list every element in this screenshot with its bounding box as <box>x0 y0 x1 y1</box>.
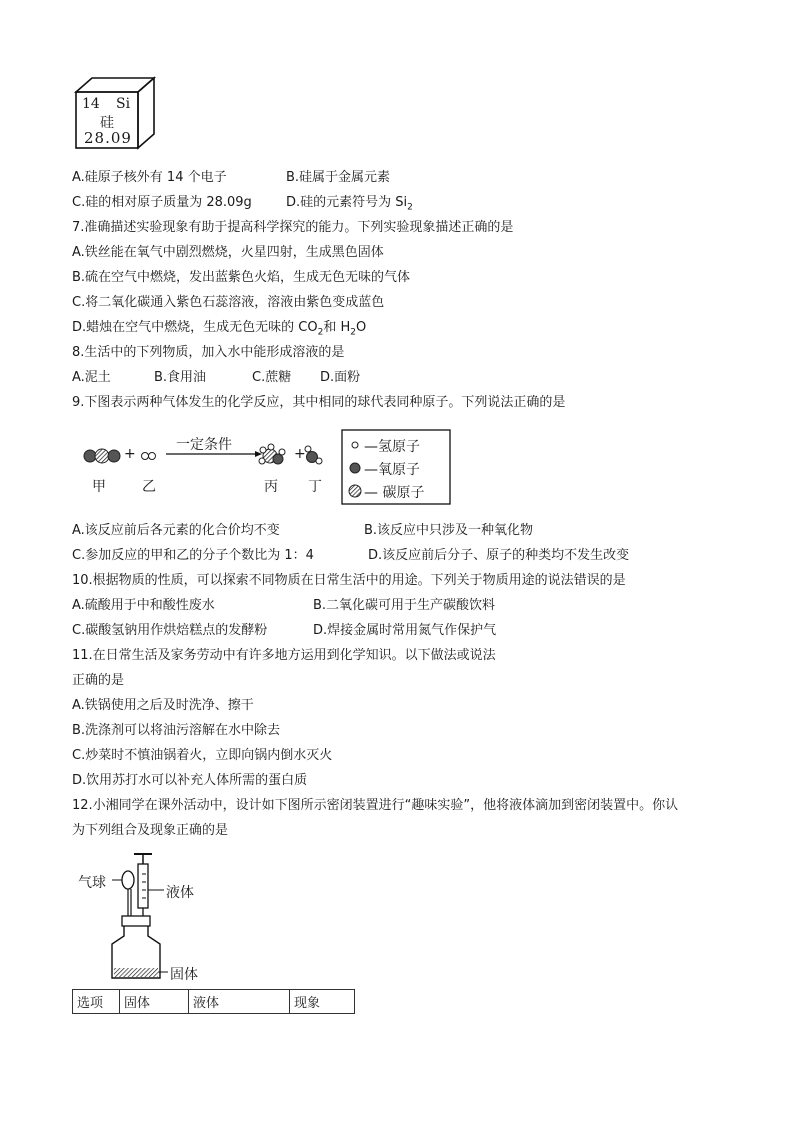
q9-stem: 9.下图表示两种气体发生的化学反应，其中相同的球代表同种原子。下列说法正确的是 <box>72 395 566 410</box>
q6-option-a: A.硅原子核外有 14 个电子 <box>72 170 227 185</box>
element-name: 硅 <box>100 115 114 131</box>
q7-option-a: A.铁丝能在氧气中剧烈燃烧，火星四射，生成黑色固体 <box>72 245 384 260</box>
table-header-row <box>73 990 355 1014</box>
q9-option-a: A.该反应前后各元素的化合价均不变 <box>72 523 280 538</box>
q8-option-a: A.泥土 <box>72 370 111 385</box>
table-header-cell: 现象 <box>290 990 355 1014</box>
legend-oxygen: —氧原子 <box>364 462 420 478</box>
atomic-mass: 28.09 <box>84 129 132 147</box>
q7-stem: 7.准确描述实验现象有助于提高科学探究的能力。下列实验现象描述正确的是 <box>72 220 514 235</box>
molecule-jia-co2 <box>84 449 120 463</box>
q7-option-c: C.将二氧化碳通入紫色石蕊溶液，溶液由紫色变成蓝色 <box>72 295 385 310</box>
molecule-yi-h2 <box>142 453 156 460</box>
q10-option-a: A.硫酸用于中和酸性废水 <box>72 598 215 613</box>
q6-option-b: B.硅属于金属元素 <box>286 170 391 185</box>
q12-options-table <box>72 989 355 1014</box>
q9-option-d: D.该反应前后分子、原子的种类均不发生改变 <box>368 548 630 563</box>
molecule-bing-ch3oh <box>259 444 285 464</box>
q7-option-b: B.硫在空气中燃烧，发出蓝紫色火焰，生成无色无味的气体 <box>72 270 411 285</box>
legend-carbon: — 碳原子 <box>364 485 425 501</box>
plus-sign-2: + <box>294 446 306 462</box>
q11-option-c: C.炒菜时不慎油锅着火，立即向锅内倒水灭火 <box>72 748 333 763</box>
q6-option-c: C.硅的相对原子质量为 28.09g <box>72 195 252 210</box>
q10-option-b: B.二氧化碳可用于生产碳酸饮料 <box>313 598 496 613</box>
apparatus-diagram <box>72 850 222 986</box>
plus-sign-1: + <box>124 446 136 462</box>
q8-option-b: B.食用油 <box>154 370 207 385</box>
label-jia: 甲 <box>92 479 106 495</box>
q12-stem-line2: 为下列组合及现象正确的是 <box>72 823 229 838</box>
silicon-element-card <box>72 76 162 156</box>
atomic-number: 14 <box>82 96 100 112</box>
element-symbol: Si <box>116 96 131 112</box>
q9-option-b: B.该反应中只涉及一种氧化物 <box>364 523 534 538</box>
label-yi: 乙 <box>142 479 156 495</box>
label-bing: 丙 <box>264 479 278 495</box>
q8-option-d: D.面粉 <box>320 370 361 385</box>
legend-hydrogen: —氢原子 <box>364 439 420 455</box>
q10-stem: 10.根据物质的性质，可以探索不同物质在日常生活中的用途。下列关于物质用途的说法错误的是 <box>72 573 626 588</box>
table-header-cell: 液体 <box>189 990 290 1014</box>
label-ding: 丁 <box>308 479 322 495</box>
reaction-condition: 一定条件 <box>176 437 232 453</box>
reaction-diagram <box>72 428 462 508</box>
label-liquid: 液体 <box>166 885 194 901</box>
q6-option-d: D.硅的元素符号为 $Si_2$ <box>286 195 413 213</box>
q11-stem-line1: 11.在日常生活及家务劳动中有许多地方运用到化学知识。以下做法或说法 <box>72 648 496 663</box>
q8-option-c: C.蔗糖 <box>252 370 292 385</box>
q9-option-c: C.参加反应的甲和乙的分子个数比为 1：4 <box>72 548 314 563</box>
q11-stem-line2: 正确的是 <box>72 673 125 688</box>
table-header-cell: 选项 <box>73 990 120 1014</box>
q8-stem: 8.生活中的下列物质，加入水中能形成溶液的是 <box>72 345 345 360</box>
q11-option-d: D.饮用苏打水可以补充人体所需的蛋白质 <box>72 773 308 788</box>
label-solid: 固体 <box>170 967 198 983</box>
q11-option-a: A.铁锅使用之后及时洗净、擦干 <box>72 698 254 713</box>
q7-option-d: D.蜡烛在空气中燃烧，生成无色无味的 $CO_2$和 $H_2O$ <box>72 320 367 338</box>
table-header-cell: 固体 <box>120 990 189 1014</box>
q10-option-c: C.碳酸氢钠用作烘焙糕点的发酵粉 <box>72 623 268 638</box>
q11-option-b: B.洗涤剂可以将油污溶解在水中除去 <box>72 723 281 738</box>
label-balloon: 气球 <box>78 875 106 891</box>
q12-stem-line1: 12.小湘同学在课外活动中，设计如下图所示密闭装置进行“趣味实验”，他将液体滴加到密闭装置中。你认 <box>72 798 679 813</box>
molecule-ding-h2o <box>305 446 322 464</box>
q10-option-d: D.焊接金属时常用氮气作保护气 <box>313 623 497 638</box>
